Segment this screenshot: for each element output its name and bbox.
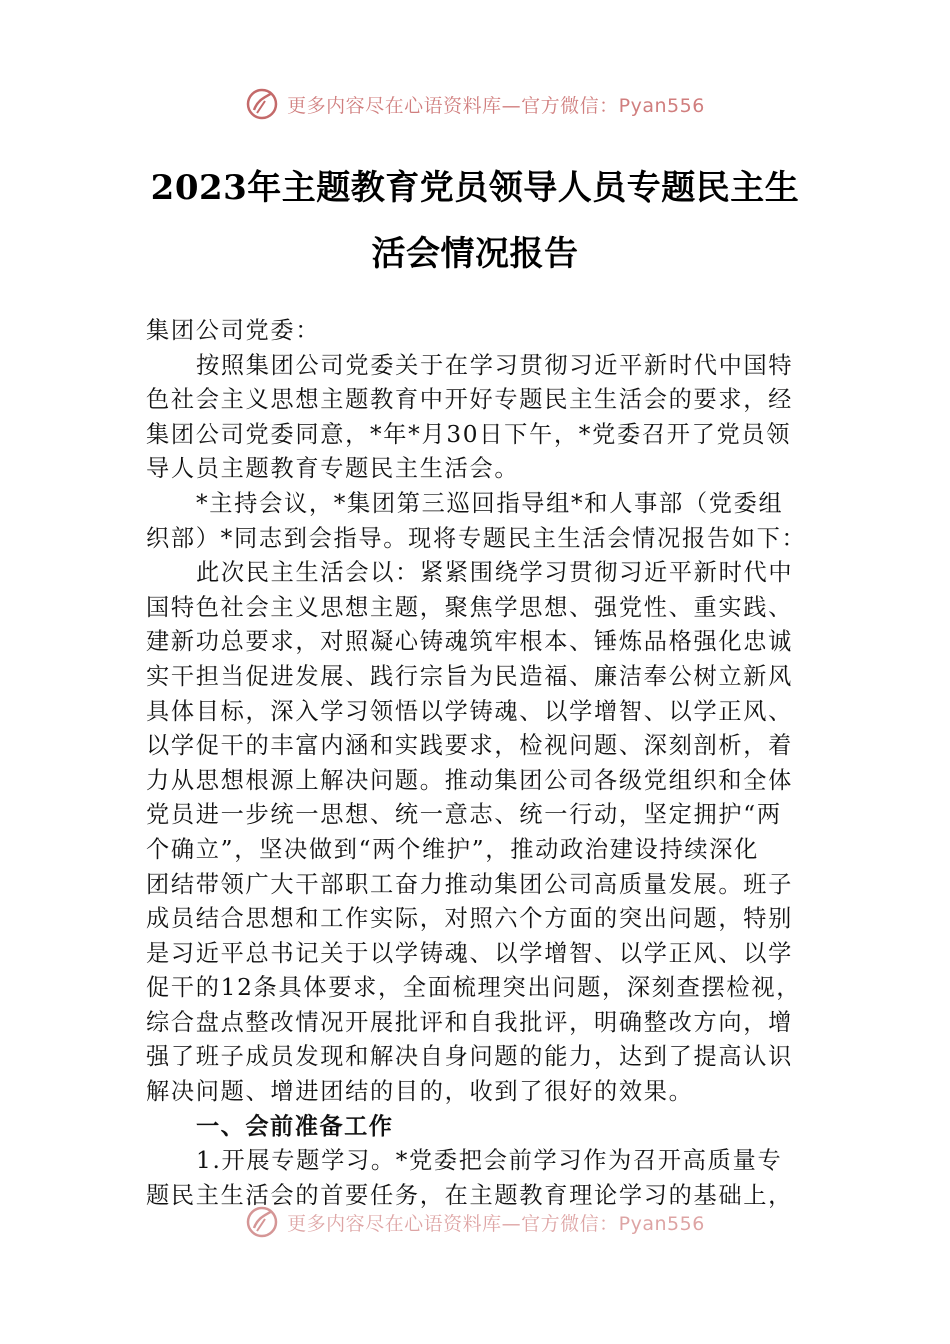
paragraph-line: 强了班子成员发现和解决自身问题的能力，达到了提高认识 [146, 1043, 794, 1071]
paragraph-line: 综合盘点整改情况开展批评和自我批评，明确整改方向，增 [146, 1008, 794, 1036]
paragraph-line: 此次民主生活会以：紧紧围绕学习贯彻习近平新时代中 [196, 559, 794, 587]
paragraph-line: 按照集团公司党委关于在学习贯彻习近平新时代中国特 [196, 351, 794, 379]
salutation: 集团公司党委： [146, 317, 321, 344]
paragraph-line: 个确立”，坚决做到“两个维护”，推动政治建设持续深化 [146, 835, 760, 863]
watermark-footer [0, 1200, 950, 1244]
section-heading: 一、会前准备工作 [196, 1112, 394, 1140]
paragraph-line: 力从思想根源上解决问题。推动集团公司各级党组织和全体 [146, 766, 794, 794]
paragraph-line: 具体目标，深入学习领悟以学铸魂、以学增智、以学正风、 [146, 697, 794, 725]
paragraph-line: 党员进一步统一思想、统一意志、统一行动，坚定拥护“两 [146, 801, 782, 829]
paragraph-line: 促干的12条具体要求，全面梳理突出问题，深刻查摆检视， [146, 974, 802, 1002]
paragraph-line: 实干担当促进发展、践行宗旨为民造福、廉洁奉公树立新风 [146, 662, 794, 690]
watermark-logo-icon [245, 1205, 279, 1239]
document-title-line-2: 活会情况报告 [371, 234, 579, 274]
paragraph-line: 以学促干的丰富内涵和实践要求，检视问题、深刻剖析，着 [146, 732, 794, 760]
paragraph-line: 织部）*同志到会指导。现将专题民主生活会情况报告如下： [146, 524, 807, 552]
paragraph-line: 色社会主义思想主题教育中开好专题民主生活会的要求，经 [146, 386, 794, 414]
watermark-text: 更多内容尽在心语资料库—官方微信：Pyan556 [287, 1212, 705, 1235]
paragraph-line: *主持会议，*集团第三巡回指导组*和人事部（党委组 [196, 489, 784, 517]
paragraph-line: 团结带领广大干部职工奋力推动集团公司高质量发展。班子 [146, 870, 794, 898]
paragraph-line: 解决问题、增进团结的目的，收到了很好的效果。 [146, 1078, 694, 1106]
document-body [146, 314, 826, 1213]
paragraph-line: 题民主生活会的首要任务，在主题教育理论学习的基础上， [146, 1181, 794, 1209]
paragraph-line: 是习近平总书记关于以学铸魂、以学增智、以学正风、以学 [146, 939, 794, 967]
paragraph-line: 集团公司党委同意，*年*月30日下午，*党委召开了党员领 [146, 420, 792, 448]
watermark-text: 更多内容尽在心语资料库—官方微信：Pyan556 [287, 94, 705, 117]
paragraph-line: 1.开展专题学习。*党委把会前学习作为召开高质量专 [196, 1147, 783, 1175]
paragraph-line: 建新功总要求，对照凝心铸魂筑牢根本、锤炼品格强化忠诚 [146, 628, 794, 656]
document-title-line-1: 2023年主题教育党员领导人员专题民主生 [150, 168, 800, 208]
watermark-header [0, 82, 950, 126]
paragraph-line: 成员结合思想和工作实际，对照六个方面的突出问题，特别 [146, 905, 794, 933]
paragraph-line: 国特色社会主义思想主题，聚焦学思想、强党性、重实践、 [146, 593, 794, 621]
paragraph-line: 导人员主题教育专题民主生活会。 [146, 455, 520, 483]
watermark-logo-icon [245, 87, 279, 121]
